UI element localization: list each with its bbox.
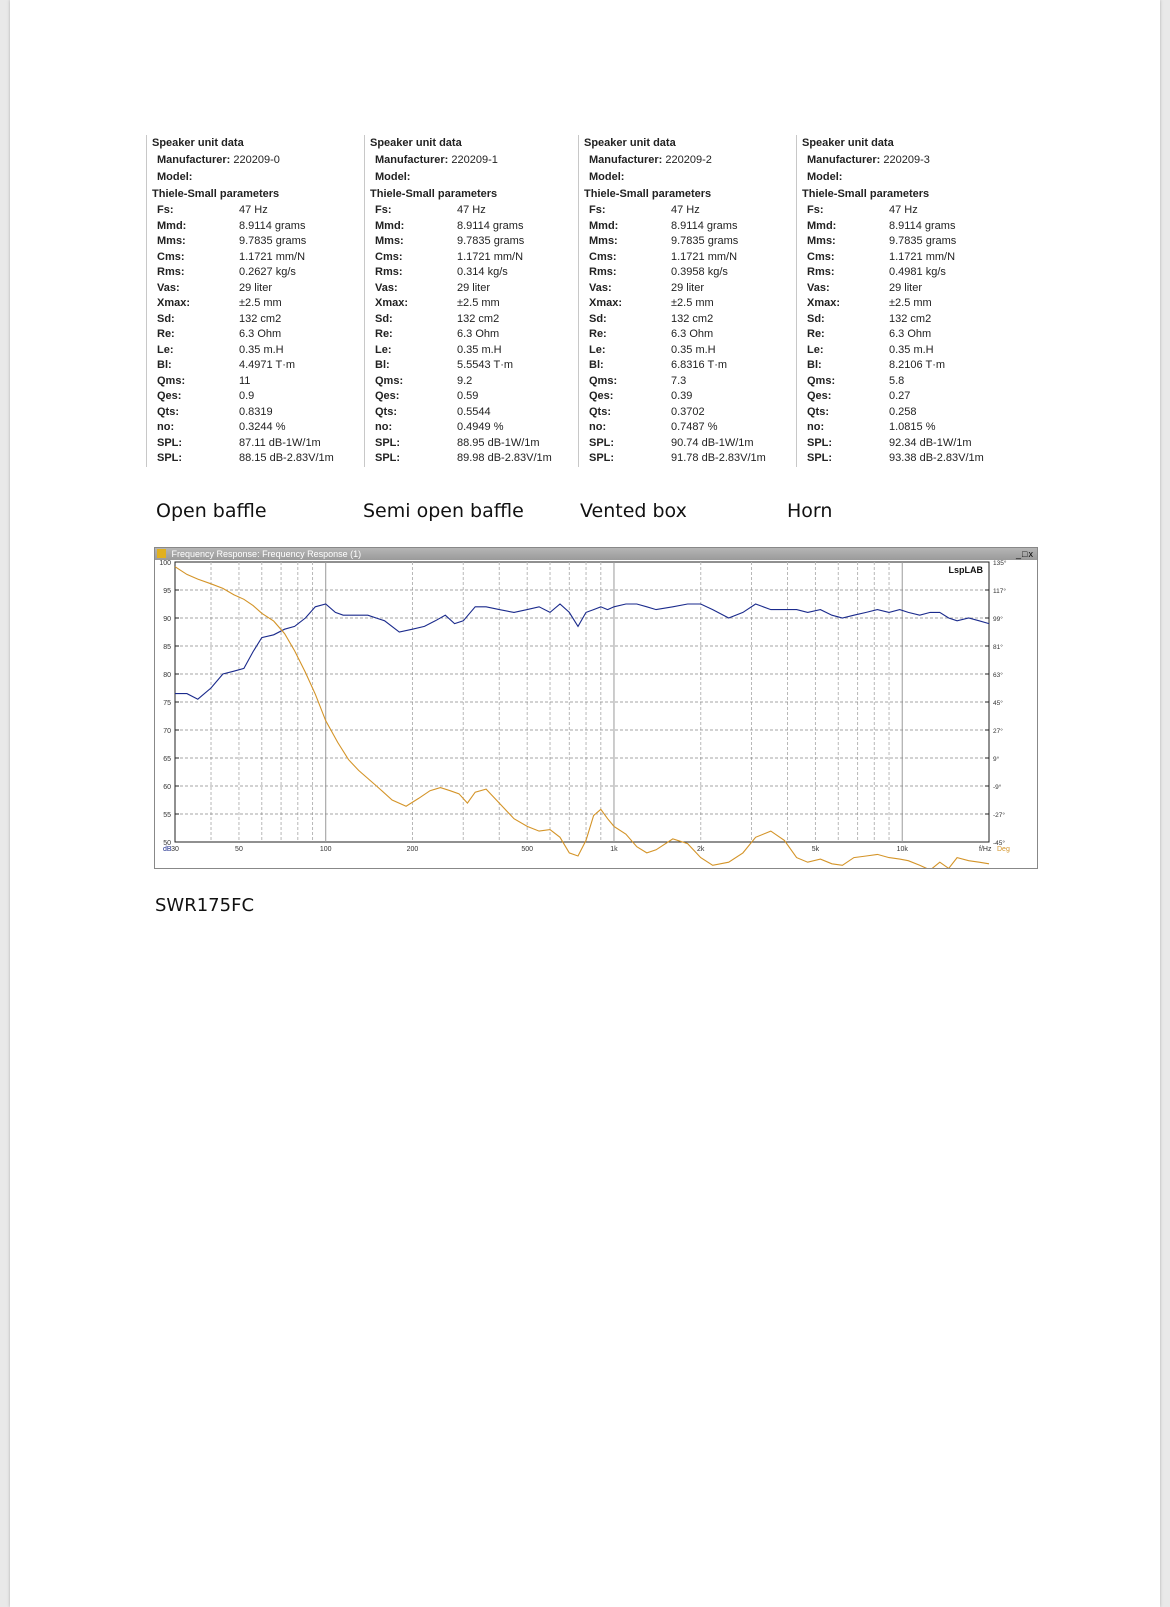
manufacturer-value: 220209-1 <box>451 154 498 166</box>
x-tick-label: 5k <box>811 846 820 853</box>
x-tick-label: 500 <box>521 846 534 853</box>
param-row <box>802 389 1007 405</box>
param-name: Qts: <box>157 405 179 418</box>
param-name: Qts: <box>807 405 829 418</box>
x-tick-label: 100 <box>319 846 332 853</box>
param-value: 0.3702 <box>671 405 705 418</box>
param-value: 8.9114 grams <box>889 219 956 232</box>
y2-axis-label: Deg <box>997 846 1010 853</box>
param-name: Rms: <box>807 266 835 278</box>
param-row <box>152 296 357 312</box>
param-name: no: <box>157 421 175 433</box>
param-name: no: <box>375 421 393 433</box>
param-row <box>370 234 575 250</box>
document-page <box>10 0 1160 1607</box>
manufacturer-label: Manufacturer: <box>157 154 231 166</box>
param-name: Xmax: <box>157 297 191 309</box>
param-row <box>370 219 575 235</box>
param-row <box>802 234 1007 250</box>
param-name: Cms: <box>375 250 403 263</box>
manufacturer-value: 220209-3 <box>883 154 930 166</box>
param-value: ±2.5 mm <box>671 297 714 309</box>
param-value: 0.3244 % <box>239 421 286 433</box>
param-value: 88.95 dB-1W/1m <box>457 436 540 449</box>
y2-tick-label: 27° <box>993 728 1003 735</box>
param-row <box>370 389 575 405</box>
param-value: 0.27 <box>889 390 911 402</box>
brand-logo: LspLAB <box>948 565 983 575</box>
param-row <box>370 358 575 374</box>
param-value: 132 cm2 <box>239 312 282 325</box>
window-title: Frequency Response: Frequency Response (1) <box>171 549 362 559</box>
param-row <box>370 250 575 266</box>
param-row <box>802 250 1007 266</box>
param-row <box>584 358 789 374</box>
param-row <box>370 436 575 452</box>
param-name: Re: <box>375 328 393 340</box>
param-value: 9.2 <box>457 374 473 387</box>
caption-vented-box: Vented box <box>580 500 687 522</box>
param-value: 0.258 <box>889 405 917 418</box>
y-tick-label: 65 <box>163 756 171 763</box>
spec-heading: Speaker unit data <box>802 137 894 149</box>
param-name: Mmd: <box>589 219 619 232</box>
param-name: Sd: <box>589 312 607 325</box>
y-tick-label: 75 <box>163 700 171 707</box>
param-value: 8.9114 grams <box>239 219 306 232</box>
param-name: no: <box>589 421 607 433</box>
param-name: Bl: <box>375 359 390 371</box>
spec-heading: Speaker unit data <box>584 137 676 149</box>
param-row <box>584 296 789 312</box>
param-row <box>584 451 789 467</box>
spec-column-1 <box>364 135 575 467</box>
x-tick-label: 30 <box>171 846 179 853</box>
y2-tick-label: 81° <box>993 644 1003 651</box>
param-value: 1.0815 % <box>889 421 936 433</box>
param-value: 47 Hz <box>671 204 700 216</box>
manufacturer-label: Manufacturer: <box>375 154 449 166</box>
x-axis-label: f/Hz <box>979 846 992 853</box>
param-name: SPL: <box>157 452 183 464</box>
param-value: 9.7835 grams <box>457 235 525 247</box>
param-name: SPL: <box>807 436 833 449</box>
param-row <box>584 203 789 219</box>
param-row <box>802 219 1007 235</box>
y2-tick-label: 135° <box>993 560 1007 567</box>
param-value: 29 liter <box>457 281 491 294</box>
param-name: Mmd: <box>375 219 405 232</box>
param-name: Cms: <box>807 250 835 263</box>
param-name: no: <box>807 421 825 433</box>
param-name: Qms: <box>157 374 186 387</box>
param-value: 0.39 <box>671 390 693 402</box>
param-name: Rms: <box>157 266 185 278</box>
param-value: 89.98 dB-2.83V/1m <box>457 452 552 464</box>
param-row <box>152 374 357 390</box>
caption-semi-open-baffle: Semi open baffle <box>363 500 524 522</box>
ts-heading: Thiele-Small parameters <box>802 188 930 200</box>
param-value: 1.1721 mm/N <box>889 250 956 263</box>
param-row <box>370 312 575 328</box>
manufacturer-value: 220209-2 <box>665 154 712 166</box>
param-row <box>152 265 357 281</box>
param-value: 9.7835 grams <box>239 235 307 247</box>
param-row <box>152 250 357 266</box>
param-value: 0.5544 <box>457 405 491 418</box>
model-label: Model: <box>589 171 625 183</box>
param-row <box>584 405 789 421</box>
param-row <box>802 203 1007 219</box>
param-row <box>370 374 575 390</box>
y2-tick-label: 117° <box>993 588 1006 595</box>
param-value: 0.35 m.H <box>457 343 502 356</box>
param-name: Qms: <box>375 374 404 387</box>
param-name: Fs: <box>157 204 174 216</box>
app-icon <box>157 549 166 558</box>
param-value: 0.3958 kg/s <box>671 266 728 278</box>
param-name: Vas: <box>589 281 612 294</box>
param-row <box>802 327 1007 343</box>
y-tick-label: 90 <box>163 616 171 623</box>
param-row <box>802 281 1007 297</box>
param-name: Mms: <box>157 235 186 247</box>
param-value: 8.9114 grams <box>457 219 524 232</box>
y2-tick-label: -45° <box>993 840 1005 847</box>
param-row <box>152 405 357 421</box>
ts-heading: Thiele-Small parameters <box>152 188 280 200</box>
param-value: 47 Hz <box>889 204 918 216</box>
param-name: Qts: <box>589 405 611 418</box>
param-row <box>152 327 357 343</box>
param-name: Le: <box>375 343 392 356</box>
param-row <box>584 265 789 281</box>
param-row <box>802 312 1007 328</box>
param-value: 0.8319 <box>239 405 273 418</box>
param-row <box>802 436 1007 452</box>
param-value: 47 Hz <box>457 204 486 216</box>
param-name: Xmax: <box>589 297 623 309</box>
param-name: SPL: <box>157 436 183 449</box>
param-name: Sd: <box>807 312 825 325</box>
param-name: Qts: <box>375 405 397 418</box>
y2-tick-label: 99° <box>993 616 1003 623</box>
param-name: Bl: <box>157 359 172 371</box>
caption-horn: Horn <box>787 500 833 522</box>
param-value: 92.34 dB-1W/1m <box>889 436 972 449</box>
param-value: 0.2627 kg/s <box>239 266 296 278</box>
param-name: Sd: <box>375 312 393 325</box>
param-name: Bl: <box>589 359 604 371</box>
param-row <box>802 451 1007 467</box>
param-value: 0.9 <box>239 390 255 402</box>
param-row <box>152 281 357 297</box>
param-row <box>584 436 789 452</box>
param-row <box>802 405 1007 421</box>
param-row <box>370 343 575 359</box>
param-value: 6.3 Ohm <box>457 328 500 340</box>
model-label: Model: <box>157 171 193 183</box>
param-value: 0.4949 % <box>457 421 504 433</box>
param-name: Qes: <box>807 390 832 402</box>
param-row <box>152 203 357 219</box>
y-tick-label: 60 <box>163 784 171 791</box>
param-value: 4.4971 T·m <box>239 359 296 371</box>
y-tick-label: 70 <box>163 728 171 735</box>
param-value: 9.7835 grams <box>671 235 739 247</box>
param-row <box>152 343 357 359</box>
param-row <box>370 203 575 219</box>
param-row <box>584 234 789 250</box>
x-tick-label: 1k <box>610 846 618 853</box>
param-name: Mms: <box>375 235 404 247</box>
param-row <box>584 312 789 328</box>
param-value: 6.3 Ohm <box>889 328 932 340</box>
param-value: 87.11 dB-1W/1m <box>239 436 321 449</box>
param-row <box>152 358 357 374</box>
param-value: 6.3 Ohm <box>671 328 714 340</box>
model-label: Model: <box>375 171 411 183</box>
caption-open-baffle: Open baffle <box>156 500 267 522</box>
param-row <box>584 219 789 235</box>
param-name: Xmax: <box>807 297 841 309</box>
param-value: 0.4981 kg/s <box>889 266 946 278</box>
y-tick-label: 95 <box>163 588 171 595</box>
spec-column-3 <box>796 135 1007 467</box>
param-row <box>802 420 1007 436</box>
param-row <box>584 281 789 297</box>
y2-tick-label: 63° <box>993 672 1003 679</box>
param-value: 0.7487 % <box>671 421 718 433</box>
param-value: 1.1721 mm/N <box>457 250 524 263</box>
y-tick-label: 50 <box>163 840 171 847</box>
param-name: Vas: <box>157 281 180 294</box>
param-row <box>802 343 1007 359</box>
param-value: 0.314 kg/s <box>457 266 508 278</box>
param-value: 0.59 <box>457 390 479 402</box>
manufacturer-label: Manufacturer: <box>807 154 881 166</box>
param-row <box>152 219 357 235</box>
param-value: ±2.5 mm <box>239 297 282 309</box>
param-value: 88.15 dB-2.83V/1m <box>239 452 334 464</box>
param-name: Mms: <box>807 235 836 247</box>
param-name: Mms: <box>589 235 618 247</box>
param-row <box>370 405 575 421</box>
y2-tick-label: 45° <box>993 700 1003 707</box>
param-name: Re: <box>157 328 175 340</box>
param-row <box>802 358 1007 374</box>
param-row <box>802 296 1007 312</box>
manufacturer-label: Manufacturer: <box>589 154 663 166</box>
x-tick-label: 2k <box>697 846 705 853</box>
param-name: Rms: <box>375 266 403 278</box>
param-name: SPL: <box>375 436 401 449</box>
x-tick-label: 200 <box>406 846 419 853</box>
y-axis-label: dB <box>163 846 172 853</box>
param-value: 29 liter <box>671 281 705 294</box>
param-value: 0.35 m.H <box>239 343 284 356</box>
param-value: 8.9114 grams <box>671 219 738 232</box>
param-value: ±2.5 mm <box>457 297 500 309</box>
param-name: Qes: <box>375 390 400 402</box>
spec-heading: Speaker unit data <box>152 137 244 149</box>
x-tick-label: 10k <box>896 846 908 853</box>
param-row <box>152 312 357 328</box>
param-value: 29 liter <box>239 281 273 294</box>
param-name: Qes: <box>157 390 182 402</box>
param-value: 132 cm2 <box>889 312 932 325</box>
param-row <box>152 389 357 405</box>
param-value: 90.74 dB-1W/1m <box>671 436 754 449</box>
param-row <box>152 451 357 467</box>
param-name: Qms: <box>807 374 836 387</box>
param-value: 1.1721 mm/N <box>671 250 738 263</box>
param-value: 29 liter <box>889 281 923 294</box>
param-row <box>584 250 789 266</box>
model-label: Model: <box>807 171 843 183</box>
param-row <box>802 374 1007 390</box>
param-name: Rms: <box>589 266 617 278</box>
y2-tick-label: -9° <box>993 784 1002 791</box>
param-name: Le: <box>807 343 824 356</box>
param-value: 11 <box>239 374 251 387</box>
param-row <box>152 234 357 250</box>
manufacturer-row <box>584 152 789 169</box>
param-name: Fs: <box>589 204 606 216</box>
manufacturer-row <box>370 152 575 169</box>
param-row <box>152 436 357 452</box>
param-value: 0.35 m.H <box>889 343 934 356</box>
y-tick-label: 55 <box>163 812 171 819</box>
param-value: 6.8316 T·m <box>671 359 728 371</box>
param-value: 6.3 Ohm <box>239 328 282 340</box>
window-titlebar[interactable] <box>155 548 1037 560</box>
param-row <box>584 420 789 436</box>
param-name: Vas: <box>375 281 398 294</box>
param-row <box>370 265 575 281</box>
param-name: Le: <box>157 343 174 356</box>
param-name: Le: <box>589 343 606 356</box>
ts-heading: Thiele-Small parameters <box>584 188 712 200</box>
spec-heading: Speaker unit data <box>370 137 462 149</box>
param-name: SPL: <box>807 452 833 464</box>
param-name: Sd: <box>157 312 175 325</box>
param-name: Fs: <box>807 204 824 216</box>
param-name: Xmax: <box>375 297 409 309</box>
param-row <box>584 374 789 390</box>
y-tick-label: 100 <box>159 560 171 567</box>
param-row <box>584 327 789 343</box>
param-row <box>370 281 575 297</box>
param-value: 8.2106 T·m <box>889 359 946 371</box>
param-value: 0.35 m.H <box>671 343 716 356</box>
param-value: 7.3 <box>671 374 687 387</box>
manufacturer-row <box>802 152 1007 169</box>
y2-tick-label: 9° <box>993 756 1000 763</box>
manufacturer-value: 220209-0 <box>233 154 280 166</box>
param-row <box>802 265 1007 281</box>
param-value: ±2.5 mm <box>889 297 932 309</box>
param-value: 5.5543 T·m <box>457 359 514 371</box>
param-value: 1.1721 mm/N <box>239 250 306 263</box>
param-value: 47 Hz <box>239 204 268 216</box>
frequency-response-window <box>154 547 1038 869</box>
frequency-response-chart <box>155 560 1037 868</box>
manufacturer-row <box>152 152 357 169</box>
param-name: Bl: <box>807 359 822 371</box>
spec-column-0 <box>146 135 357 467</box>
param-row <box>370 296 575 312</box>
param-name: SPL: <box>589 452 615 464</box>
param-row <box>584 389 789 405</box>
param-name: Qes: <box>589 390 614 402</box>
ts-heading: Thiele-Small parameters <box>370 188 498 200</box>
param-value: 5.8 <box>889 374 905 387</box>
y-tick-label: 85 <box>163 644 171 651</box>
x-tick-label: 50 <box>235 846 243 853</box>
param-name: Fs: <box>375 204 392 216</box>
param-name: Cms: <box>589 250 617 263</box>
param-row <box>370 420 575 436</box>
param-row <box>152 420 357 436</box>
y2-tick-label: -27° <box>993 812 1005 819</box>
param-row <box>370 451 575 467</box>
y-tick-label: 80 <box>163 672 171 679</box>
param-value: 132 cm2 <box>457 312 500 325</box>
param-name: Mmd: <box>157 219 187 232</box>
param-name: Vas: <box>807 281 830 294</box>
param-name: Cms: <box>157 250 185 263</box>
param-name: Re: <box>589 328 607 340</box>
param-value: 132 cm2 <box>671 312 714 325</box>
param-name: SPL: <box>589 436 615 449</box>
param-name: SPL: <box>375 452 401 464</box>
model-title: SWR175FC <box>155 895 255 916</box>
param-value: 93.38 dB-2.83V/1m <box>889 452 984 464</box>
param-name: Qms: <box>589 374 618 387</box>
window-controls[interactable]: _□x <box>1016 549 1034 559</box>
spec-column-2 <box>578 135 789 467</box>
param-row <box>584 343 789 359</box>
param-row <box>370 327 575 343</box>
param-name: Mmd: <box>807 219 837 232</box>
param-name: Re: <box>807 328 825 340</box>
param-value: 91.78 dB-2.83V/1m <box>671 452 766 464</box>
param-value: 9.7835 grams <box>889 235 957 247</box>
